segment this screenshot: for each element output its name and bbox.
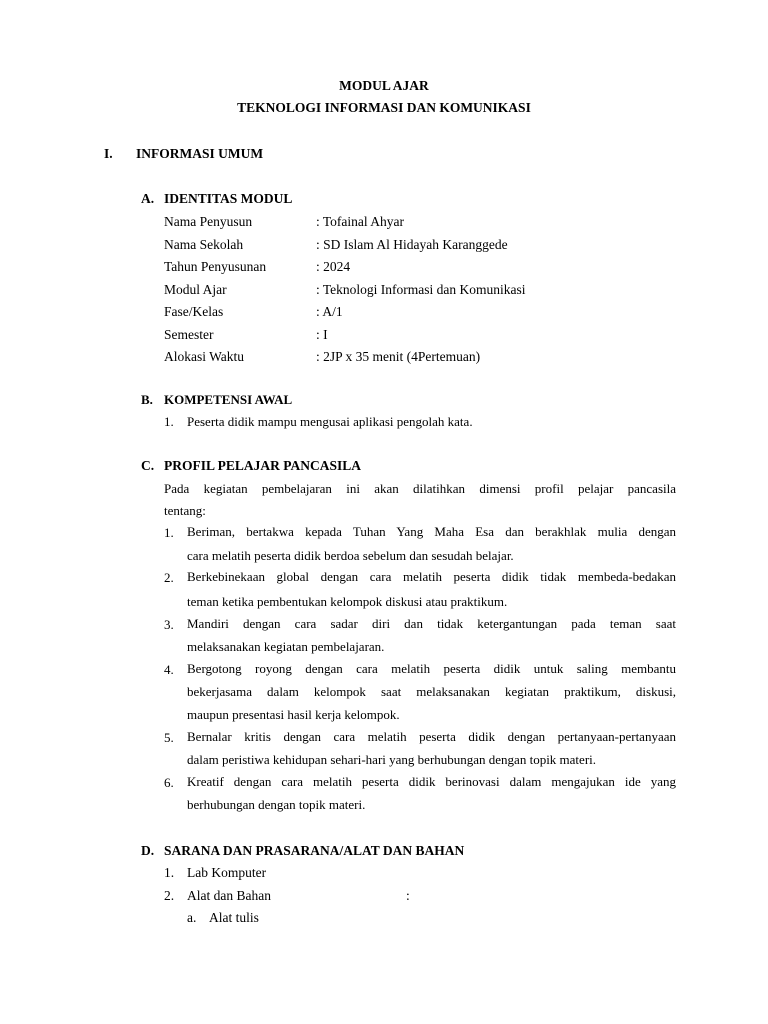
document-subtitle: TEKNOLOGI INFORMASI DAN KOMUNIKASI <box>237 100 531 115</box>
identity-label: Nama Sekolah <box>164 237 244 252</box>
list-number: 6. <box>164 775 174 790</box>
subsection-letter: A. <box>141 191 155 206</box>
list-item-colon: : <box>406 888 410 903</box>
list-item-line: Bernalar kritis dengan cara melatih peserta didik dengan pertanyaan-pertanyaan <box>187 729 676 744</box>
list-item: Peserta didik mampu mengusai aplikasi pengolah kata. <box>187 414 473 429</box>
list-item-line: Berkebinekaan global dengan cara melatih peserta didik tidak membeda-bedakan <box>187 569 676 584</box>
subsection-letter: B. <box>141 392 153 407</box>
subsection-heading: PROFIL PELAJAR PANCASILA <box>164 458 362 473</box>
list-item-line: Bergotong royong dengan cara melatih peserta didik untuk saling membantu <box>187 661 676 676</box>
identity-label: Alokasi Waktu <box>164 349 245 364</box>
list-number: 5. <box>164 730 174 745</box>
intro-paragraph-line: tentang: <box>164 503 206 518</box>
identity-label: Modul Ajar <box>164 282 227 297</box>
document-title: MODUL AJAR <box>339 78 429 93</box>
identity-value: : Teknologi Informasi dan Komunikasi <box>316 282 526 297</box>
sublist-letter: a. <box>187 910 197 925</box>
subsection-letter: D. <box>141 843 155 858</box>
identity-value: : I <box>316 327 328 342</box>
list-item-line: teman ketika pembentukan kelompok diskusi atau praktikum. <box>187 594 508 609</box>
identity-value: : 2024 <box>316 259 351 274</box>
list-item-line: Kreatif dengan cara melatih peserta didik berinovasi dalam mengajukan ide yang <box>187 774 676 789</box>
list-number: 2. <box>164 888 175 903</box>
list-item: Alat dan Bahan <box>187 888 271 903</box>
intro-paragraph-line: Pada kegiatan pembelajaran ini akan dilatihkan dimensi profil pelajar pancasila <box>164 481 676 496</box>
list-item-line: Beriman, bertakwa kepada Tuhan Yang Maha Esa dan berakhlak mulia dengan <box>187 524 676 539</box>
list-number: 3. <box>164 617 174 632</box>
section-number: I. <box>104 146 113 161</box>
identity-label: Tahun Penyusunan <box>164 259 267 274</box>
subsection-letter: C. <box>141 458 155 473</box>
identity-label: Nama Penyusun <box>164 214 253 229</box>
list-item-line: Mandiri dengan cara sadar diri dan tidak ketergantungan pada teman saat <box>187 616 676 631</box>
subsection-heading: IDENTITAS MODUL <box>164 191 293 206</box>
identity-value: : A/1 <box>316 304 343 319</box>
subsection-heading: KOMPETENSI AWAL <box>164 392 293 407</box>
list-item: Lab Komputer <box>187 865 267 880</box>
list-number: 4. <box>164 662 174 677</box>
list-item-line: dalam peristiwa kehidupan sehari-hari yang berhubungan dengan topik materi. <box>187 752 597 767</box>
identity-value: : Tofainal Ahyar <box>316 214 405 229</box>
list-number: 2. <box>164 570 174 585</box>
list-item-line: maupun presentasi hasil kerja kelompok. <box>187 707 400 722</box>
list-item-line: berhubungan dengan topik materi. <box>187 797 366 812</box>
identity-label: Fase/Kelas <box>164 304 224 319</box>
subsection-heading: SARANA DAN PRASARANA/ALAT DAN BAHAN <box>164 843 465 858</box>
list-number: 1. <box>164 865 175 880</box>
section-heading: INFORMASI UMUM <box>136 146 264 161</box>
list-item-line: bekerjasama dalam kelompok saat melaksanakan kegiatan praktikum, diskusi, <box>187 684 676 699</box>
list-item-line: cara melatih peserta didik berdoa sebelum dan sesudah belajar. <box>187 548 514 563</box>
sublist-item: Alat tulis <box>209 910 259 925</box>
list-item-line: melaksanakan kegiatan pembelajaran. <box>187 639 385 654</box>
identity-label: Semester <box>164 327 214 342</box>
list-number: 1. <box>164 414 174 429</box>
list-number: 1. <box>164 525 174 540</box>
identity-value: : 2JP x 35 menit (4Pertemuan) <box>316 349 481 364</box>
identity-value: : SD Islam Al Hidayah Karanggede <box>316 237 508 252</box>
